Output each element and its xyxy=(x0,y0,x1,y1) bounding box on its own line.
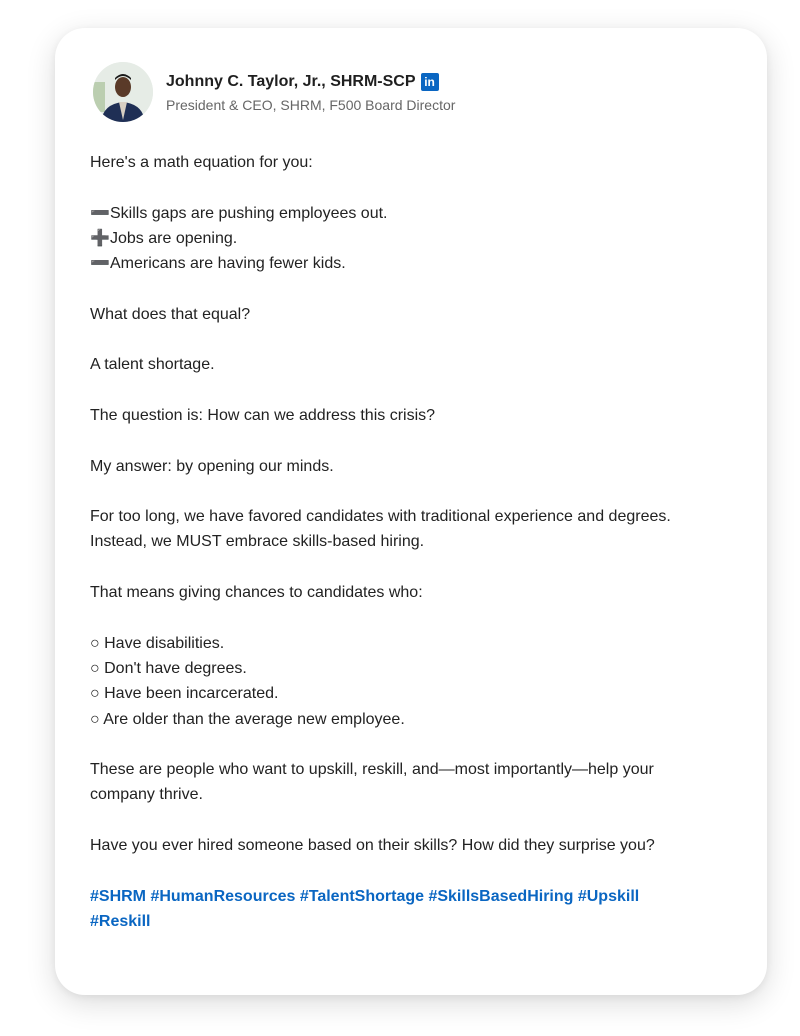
minus-icon: ➖ xyxy=(90,204,110,222)
linkedin-icon: in xyxy=(421,73,439,91)
circle-bullet-icon: ○ xyxy=(90,685,100,703)
post-intro: Here's a math equation for you: xyxy=(90,154,313,171)
hashtags[interactable]: #SHRM #HumanResources #TalentShortage #SkillsBasedHiring #Upskill #Reskill xyxy=(90,887,640,930)
paragraph: A talent shortage. xyxy=(90,356,215,374)
author-avatar[interactable] xyxy=(93,62,153,122)
equation-item: Skills gaps are pushing employees out. xyxy=(110,204,388,222)
plus-icon: ➕ xyxy=(90,229,110,247)
avatar-photo xyxy=(93,62,153,122)
list-item: Have been incarcerated. xyxy=(104,685,279,703)
equation-item: Americans are having fewer kids. xyxy=(110,255,346,273)
paragraph: The question is: How can we address this crisis? xyxy=(90,406,436,424)
list-item: Don't have degrees. xyxy=(104,659,247,677)
paragraph: What does that equal? xyxy=(90,305,251,323)
circle-bullet-icon: ○ xyxy=(90,634,100,652)
author-name-row xyxy=(166,73,439,91)
paragraph: These are people who want to upskill, reskill, and—most importantly—help your company thrive. xyxy=(90,761,654,804)
paragraph: That means giving chances to candidates who: xyxy=(90,584,423,602)
minus-icon: ➖ xyxy=(90,255,110,273)
author-headline: President & CEO, SHRM, F500 Board Director xyxy=(166,97,456,113)
circle-bullet-icon: ○ xyxy=(90,659,100,677)
circle-bullet-icon: ○ xyxy=(90,710,100,728)
author-name[interactable]: Johnny C. Taylor, Jr., SHRM-SCP xyxy=(166,73,416,90)
list-item: Are older than the average new employee. xyxy=(103,710,405,728)
post-body xyxy=(90,150,690,960)
paragraph: My answer: by opening our minds. xyxy=(90,457,334,475)
equation-item: Jobs are opening. xyxy=(110,229,238,247)
candidate-list xyxy=(90,631,690,732)
paragraph: Have you ever hired someone based on their skills? How did they surprise you? xyxy=(90,837,655,855)
paragraph: For too long, we have favored candidates with traditional experience and degrees. Instead, we MUST embrace skills-based hiring. xyxy=(90,508,671,551)
equation-list xyxy=(90,201,690,277)
list-item: Have disabilities. xyxy=(104,634,225,652)
